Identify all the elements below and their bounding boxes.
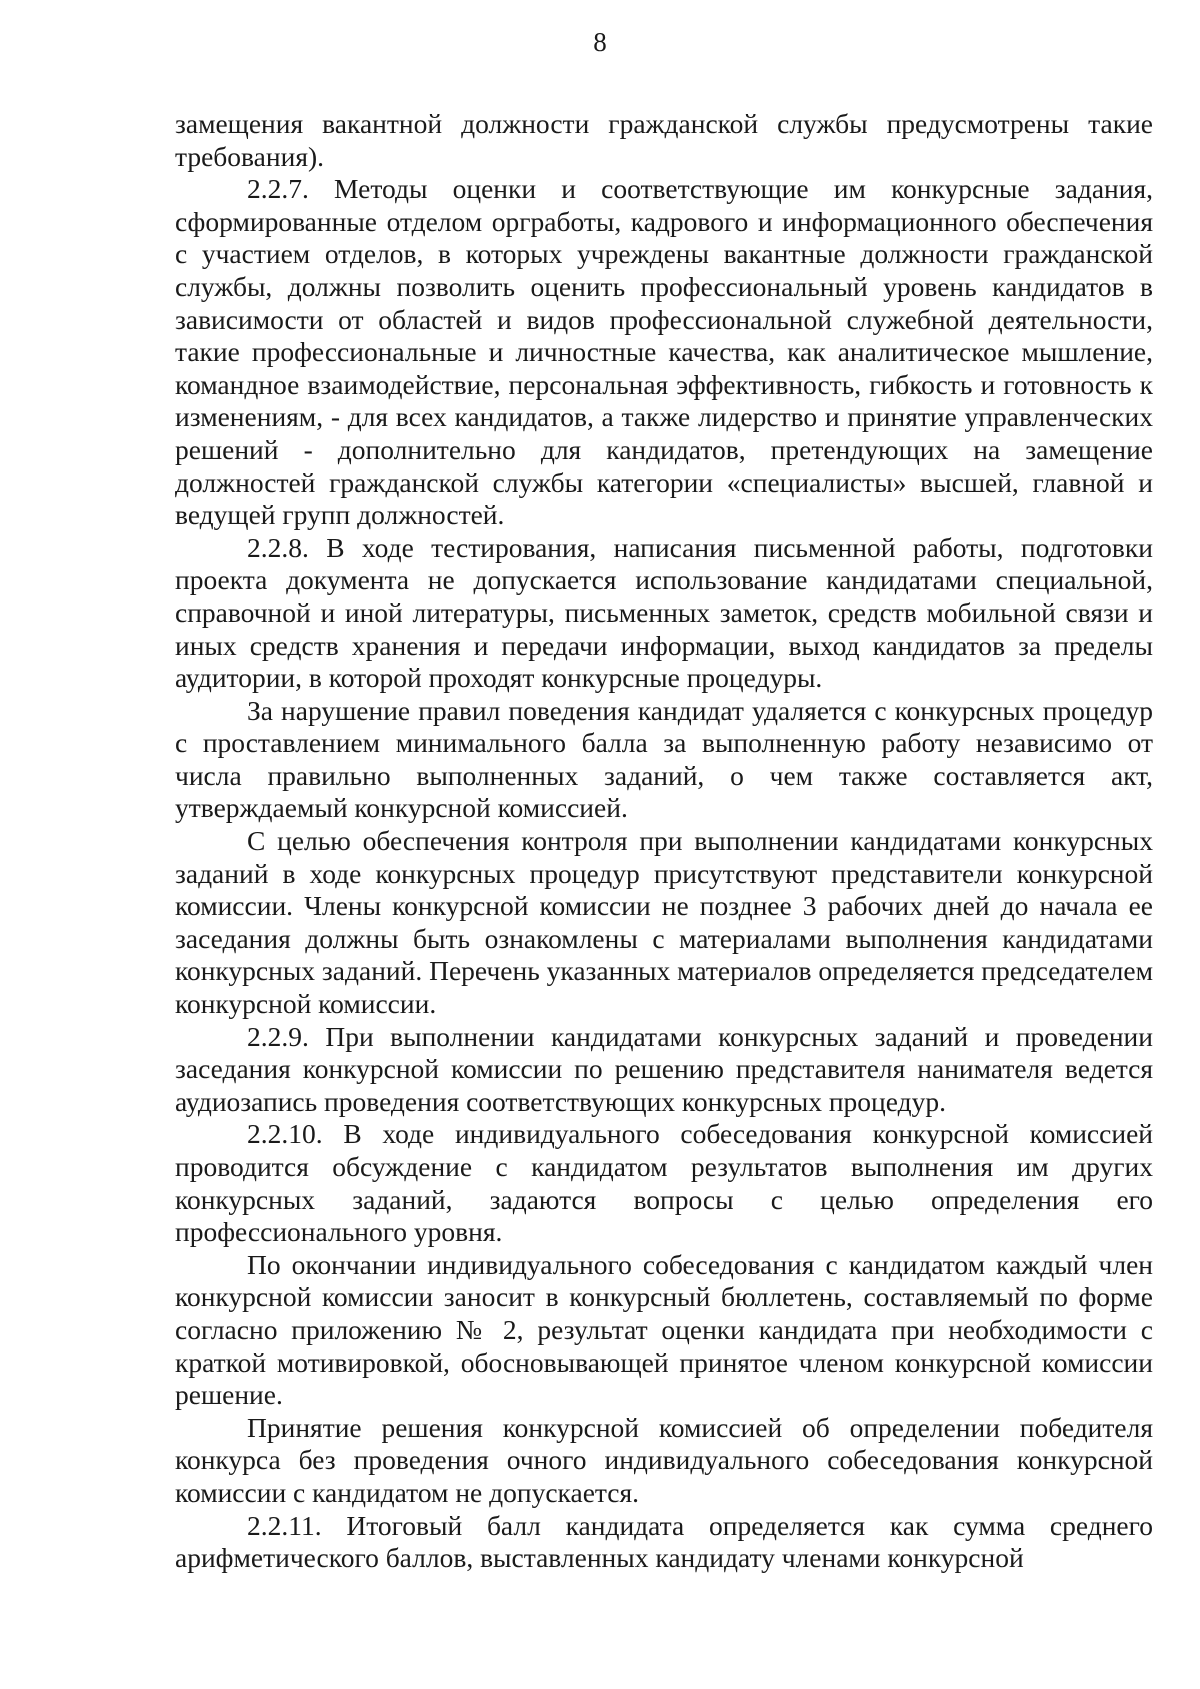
paragraph-continuation: замещения вакантной должности гражданской службы предусмотрены такие требования). [175,108,1153,172]
paragraph-2-2-9: 2.2.9. При выполнении кандидатами конкурсных заданий и проведении заседания конкурсной комиссии по решению представителя нанимателя ведется аудиозапись проведения соответствующих конкурсных процедур. [175,1020,1153,1117]
document-body [175,108,1153,1575]
page-number: 8 [593,27,607,57]
paragraph-2-2-10: 2.2.10. В ходе индивидуального собеседования конкурсной комиссией проводится обсуждение с кандидатом результатов выполнения им других конкурсных заданий, задаются вопросы с целью определения его профессионального уровня. [175,1118,1153,1248]
paragraph-ballot: По окончании индивидуального собеседования с кандидатом каждый член конкурсной комиссии заносит в конкурсный бюллетень, составляемый по форме согласно приложению № 2, результат оценки кандидата при необходимости с краткой мотивировкой, обосновывающей принятое членом конкурсной комиссии решение. [175,1248,1153,1411]
paragraph-violation: За нарушение правил поведения кандидат удаляется с конкурсных процедур с проставлением минимального балла за выполненную работу независимо от числа правильно выполненных заданий, о чем также составляется акт, утверждаемый конкурсной комиссией. [175,694,1153,824]
paragraph-control: С целью обеспечения контроля при выполнении кандидатами конкурсных заданий в ходе конкурсных процедур присутствуют представители конкурсной комиссии. Члены конкурсной комиссии не позднее 3 рабочих дней до начала ее заседания должны быть ознакомлены с материалами выполнения кандидатами конкурсных заданий. Перечень указанных материалов определяется председателем конкурсной комиссии. [175,825,1153,1020]
paragraph-2-2-7: 2.2.7. Методы оценки и соответствующие им конкурсные задания, сформированные отделом оргработы, кадрового и информационного обеспечения с участием отделов, в которых учреждены вакантные должности гражданской службы, должны позволить оценить профессиональный уровень кандидатов в зависимости от областей и видов профессиональной служебной деятельности, такие профессиональные и личностные качества, как аналитическое мышление, командное взаимодействие, персональная эффективность, гибкость и готовность к изменениям, - для всех кандидатов, а также лидерство и принятие управленческих решений - дополнительно для кандидатов, претендующих на замещение должностей гражданской службы категории «специалисты» высшей, главной и ведущей групп должностей. [175,173,1153,531]
paragraph-2-2-8: 2.2.8. В ходе тестирования, написания письменной работы, подготовки проекта документа не допускается использование кандидатами специальной, справочной и иной литературы, письменных заметок, средств мобильной связи и иных средств хранения и передачи информации, выход кандидатов за пределы аудитории, в которой проходят конкурсные процедуры. [175,531,1153,694]
paragraph-decision: Принятие решения конкурсной комиссией об определении победителя конкурса без проведения очного индивидуального собеседования конкурсной комиссии с кандидатом не допускается. [175,1411,1153,1508]
paragraph-2-2-11: 2.2.11. Итоговый балл кандидата определяется как сумма среднего арифметического баллов, выставленных кандидату членами конкурсной [175,1509,1153,1574]
